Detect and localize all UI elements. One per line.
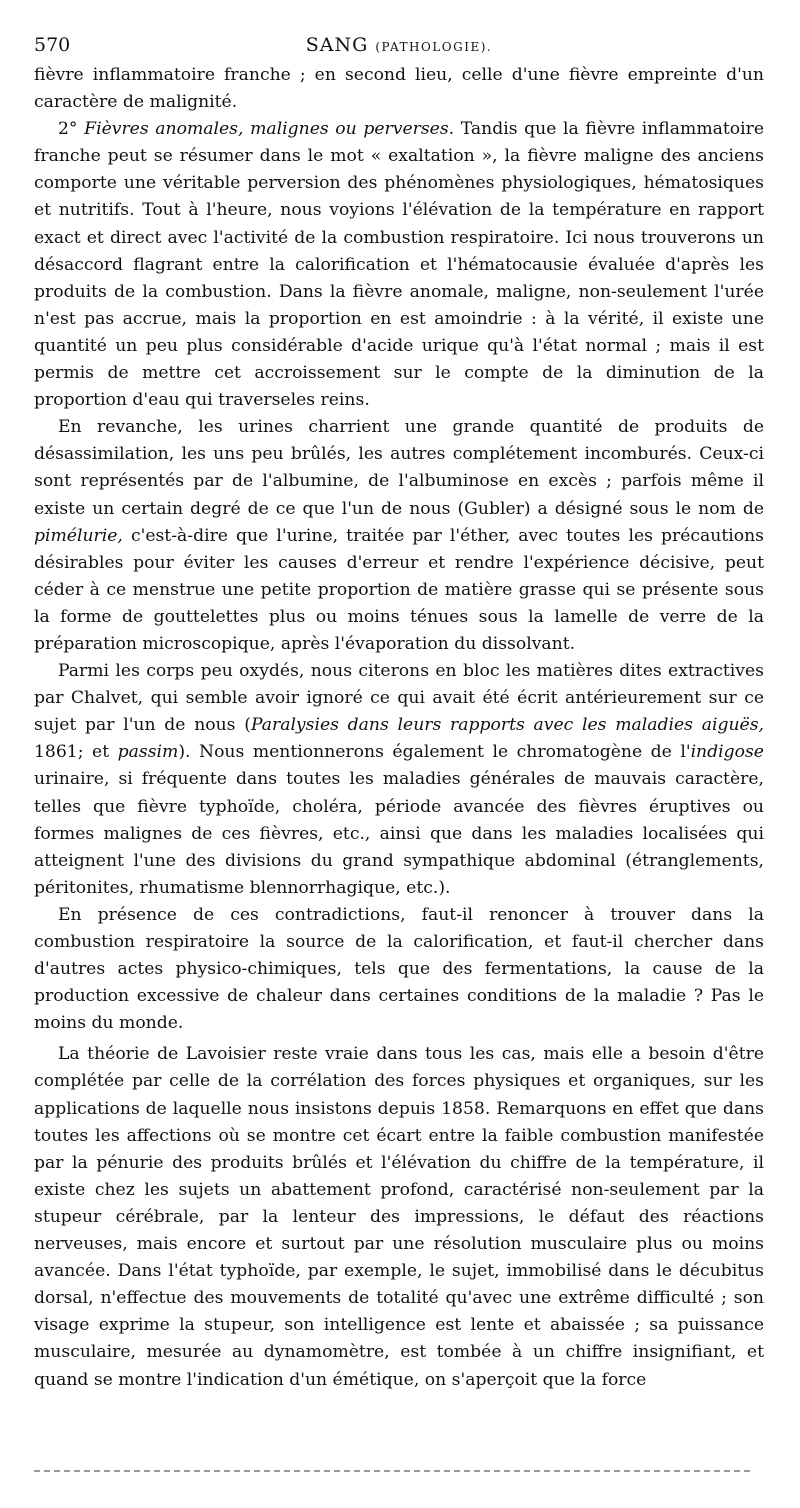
paragraph-text: fièvre inflammatoire franche ; en second lieu, celle d'une fièvre empreinte d'un caractère de malignité. — [34, 65, 764, 113]
italic-citation: Paralysies dans leurs rapports avec les maladies aiguës, — [250, 715, 764, 736]
paragraph-text: 2° — [58, 119, 85, 140]
running-head — [34, 28, 764, 62]
italic-term: passim — [117, 742, 179, 763]
running-title-main: SANG — [305, 34, 369, 56]
paragraph-text: La théorie de Lavoisier reste vraie dans tous les cas, mais elle a besoin d'être complétée par celle de la corrélation des forces physiques et organiques, sur les applications de laquelle nous insistons depuis 1858. Remarquons en effet que dans toutes les affections où se montre cet écart entre la faible combustion manifestée par la pénurie des produits brûlés et l'élévation du chiffre de la température, il existe chez les sujets un abattement profond, caractérisé non-seulement par la stupeur cérébrale, par la lenteur des impressions, le défaut des réactions nerveuses, mais encore et surtout par une résolution musculaire plus ou moins avancée. Dans l'état typhoïde, par exemple, le sujet, immobilisé dans le décubitus dorsal, n'effectue des mouvements de totalité qu'avec une extrême difficulté ; son visage exprime la stupeur, son intelligence est lente et abaissée ; sa puissance musculaire, mesurée au dynamomètre, est tombée à un chiffre insignifiant, et quand se montre l'indication d'un émétique, on s'aperçoit que la force — [34, 1044, 764, 1390]
paragraph — [34, 414, 764, 658]
page-number: 570 — [34, 34, 71, 56]
paragraph-text: En revanche, les urines charrient une grande quantité de produits de désassimilation, les uns peu brûlés, les autres complétement incomburés. Ceux-ci sont représentés par de l'albumine, de l'albuminose en excès ; parfois même il existe un certain degré de ce que l'un de nous (Gubler) a désigné sous le nom de — [34, 417, 764, 519]
paragraph-text: urinaire, si fréquente dans toutes les maladies générales de mauvais caractère, telles que fièvre typhoïde, choléra, période avancée des fièvres éruptives ou formes malignes de ces fièvres, etc., ainsi que dans les maladies localisées qui atteignent l'une des divisions du grand sympathique abdominal (étranglements, péritonites, rhumatisme blennorrhagique, etc.). — [34, 769, 764, 898]
italic-term: indigose — [690, 742, 764, 763]
running-title — [34, 28, 764, 64]
body-text — [34, 62, 764, 1394]
paragraph-text: ). Nous mentionnerons également le chromatogène de l' — [178, 742, 691, 763]
footer-rule — [34, 1470, 750, 1472]
paragraph-text: 1861; et — [34, 742, 118, 763]
paragraph-text: c'est-à-dire que l'urine, traitée par l'éther, avec toutes les précautions désirables pour éviter les causes d'erreur et rendre l'expérience décisive, peut céder à ce menstrue une petite proportion de matière grasse qui se présente sous la forme de gouttelettes plus ou moins ténues sous la lamelle de verre de la préparation microscopique, après l'évaporation du dissolvant. — [34, 525, 764, 654]
running-title-sub: (PATHOLOGIE). — [375, 40, 493, 54]
paragraph — [34, 1041, 764, 1393]
paragraph — [34, 658, 764, 902]
paragraph-text: En présence de ces contradictions, faut-il renoncer à trouver dans la combustion respiratoire la source de la calorification, et faut-il chercher dans d'autres actes physico-chimiques, tels que des fermentations, la cause de la production excessive de chaleur dans certaines conditions de la maladie ? Pas le moins du monde. — [34, 904, 764, 1034]
paragraph-text: Tandis que la fièvre inflammatoire franche peut se résumer dans le mot « exaltation », la fièvre maligne des anciens comporte une véritable perversion des phénomènes physiologiques, hématosiques et nutritifs. Tout à l'heure, nous voyions l'élévation de la température en rapport exact et direct avec l'activité de la combustion respiratoire. Ici nous trouverons un désaccord flagrant entre la calorification et l'hématocausie évaluée d'après les produits de la combustion. Dans la fièvre anomale, maligne, non-seulement l'urée n'est pas accrue, mais la proportion en est amoindrie : à la vérité, il existe une quantité un peu plus considérable d'acide urique qu'à l'état normal ; mais il est permis de mettre cet accroissement sur le compte de la diminution de la proportion d'eau qui traverseles reins. — [34, 119, 764, 411]
paragraph — [34, 116, 764, 414]
italic-term: pimélurie, — [34, 525, 123, 546]
paragraph — [34, 902, 764, 1037]
paragraph — [34, 62, 764, 116]
section-heading-italic: Fièvres anomales, malignes ou perverses. — [84, 119, 455, 140]
paragraph-text: Parmi les corps peu oxydés, nous citerons en bloc les matières dites extractives par Chalvet, qui semble avoir ignoré ce qui avait été écrit antérieurement sur ce sujet par l'un de nous ( — [34, 661, 764, 736]
